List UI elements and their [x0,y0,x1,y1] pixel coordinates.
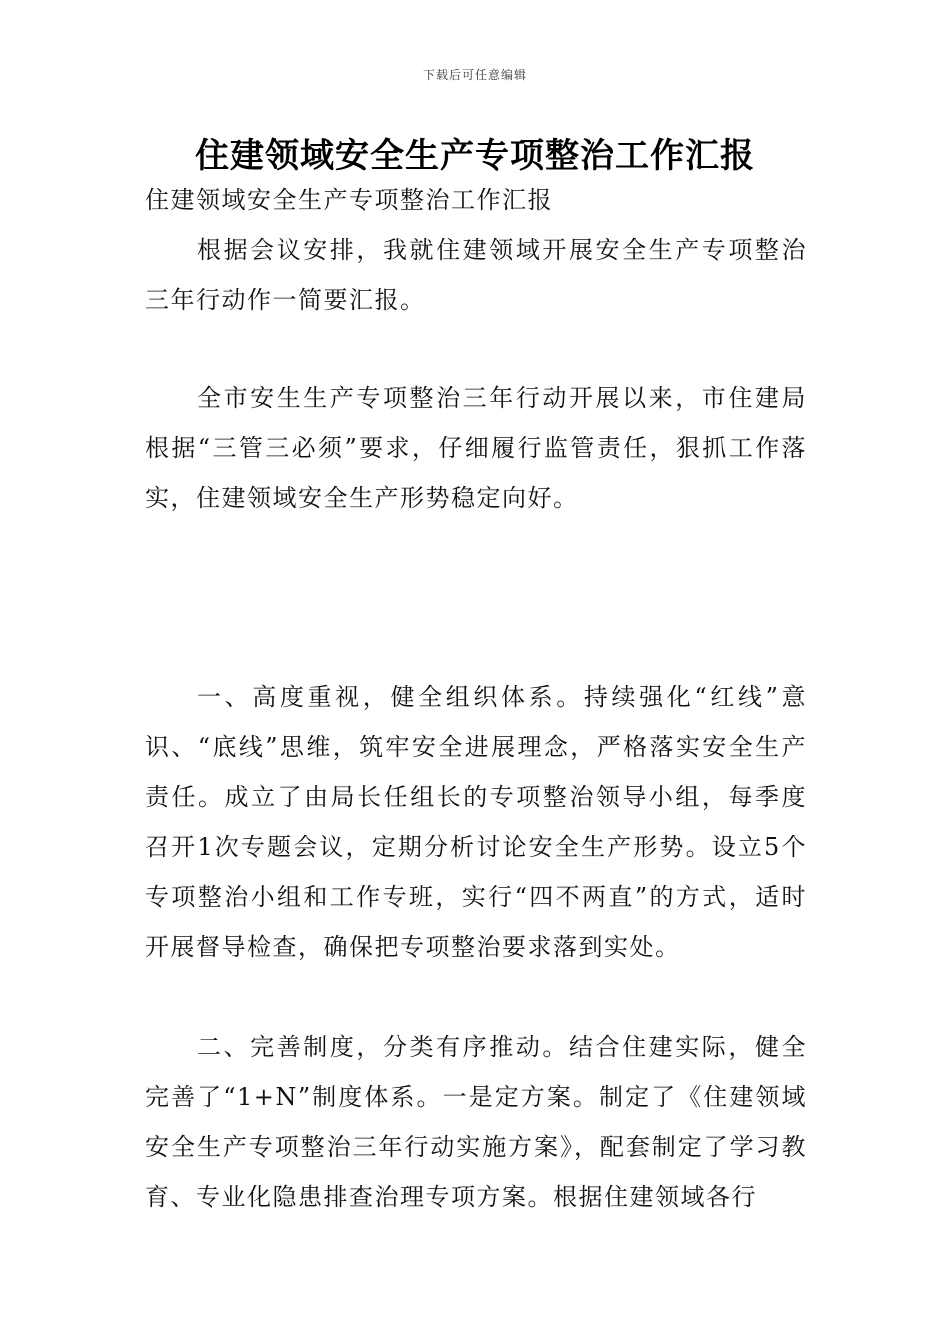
document-title: 住建领域安全生产专项整治工作汇报 [195,136,755,176]
document-subtitle: 住建领域安全生产专项整治工作汇报 [145,186,553,214]
paragraph-section-one: 一、高度重视，健全组织体系。持续强化“红线”意识、“底线”思维，筑牢安全进展理念，严格落实安全生产责任。成立了由局长任组长的专项整治领导小组，每季度召开1次专题会议，定期分析讨论安全生产形势。设立5个专项整治小组和工作专班，实行“四不两直”的方式，适时开展督导检查，确保把专项整治要求落到实处。 [145,683,807,961]
paragraph-overview: 全市安生生产专项整治三年行动开展以来，市住建局根据“三管三必须”要求，仔细履行监管责任，狠抓工作落实，住建领域安全生产形势稳定向好。 [145,384,807,512]
paragraph-section-two: 二、完善制度，分类有序推动。结合住建实际，健全完善了“1+N”制度体系。一是定方案。制定了《住建领域安全生产专项整治三年行动实施方案》，配套制定了学习教育、专业化隐患排查治理专项方案。根据住建领域各行 [145,1033,807,1211]
paragraph-intro: 根据会议安排，我就住建领域开展安全生产专项整治三年行动作一简要汇报。 [145,236,807,314]
header-note: 下载后可任意编辑 [422,68,527,82]
